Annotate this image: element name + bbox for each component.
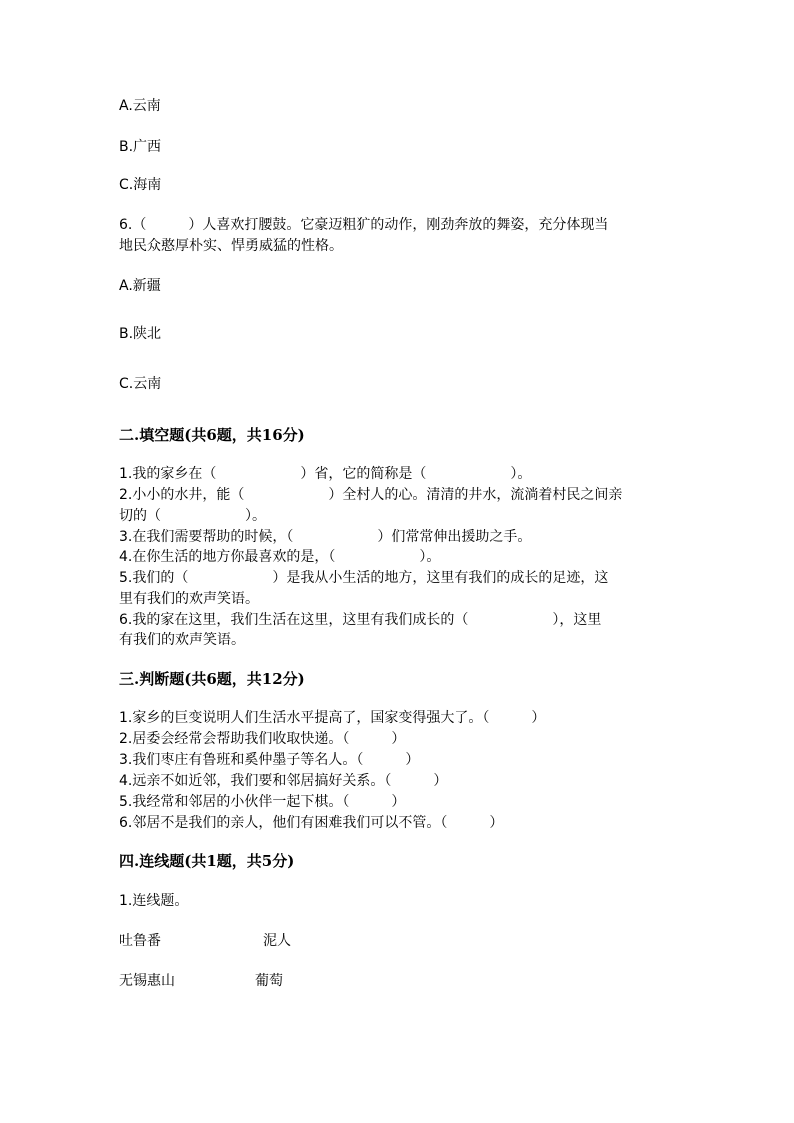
q5-option-c: C.海南 (119, 177, 162, 193)
q6-text-line1: 6.（ ）人喜欢打腰鼓。它豪迈粗犷的动作，刚劲奔放的舞姿，充分体现当 (119, 217, 609, 233)
q5-option-a: A.云南 (119, 98, 161, 114)
fill-line-1: 1.我的家乡在（ ）省，它的简称是（ ）。 (119, 466, 532, 482)
match-question: 1.连线题。 (119, 893, 189, 909)
fill-line-6: 5.我们的（ ）是我从小生活的地方，这里有我们的成长的足迹，这 (119, 570, 609, 586)
q5-option-b: B.广西 (119, 139, 162, 155)
fill-line-9: 有我们的欢声笑语。 (119, 632, 245, 648)
q6-text-line2: 地民众憨厚朴实、悍勇威猛的性格。 (119, 238, 343, 254)
judge-line-4: 4.远亲不如近邻，我们要和邻居搞好关系。（ ） (119, 773, 448, 789)
match-left-item: 无锡惠山 (119, 973, 175, 989)
judge-line-5: 5.我经常和邻居的小伙伴一起下棋。（ ） (119, 794, 406, 810)
match-right-item: 葡萄 (255, 973, 283, 989)
q6-option-c: C.云南 (119, 376, 162, 392)
judge-line-3: 3.我们枣庄有鲁班和奚仲墨子等名人。（ ） (119, 752, 420, 768)
fill-line-3: 切的（ ）。 (119, 508, 266, 524)
match-left-item: 吐鲁番 (119, 933, 161, 949)
fill-line-8: 6.我的家在这里，我们生活在这里，这里有我们成长的（ ），这里 (119, 612, 602, 628)
match-right-item: 泥人 (263, 933, 291, 949)
fill-line-7: 里有我们的欢声笑语。 (119, 591, 259, 607)
section3-title: 三.判断题(共6题，共12分) (119, 670, 305, 688)
fill-line-2: 2.小小的水井，能（ ）全村人的心。清清的井水，流淌着村民之间亲 (119, 487, 623, 503)
section4-title: 四.连线题(共1题，共5分) (119, 852, 295, 870)
q6-option-a: A.新疆 (119, 278, 161, 294)
fill-line-4: 3.在我们需要帮助的时候，（ ）们常常伸出援助之手。 (119, 529, 532, 545)
judge-line-1: 1.家乡的巨变说明人们生活水平提高了，国家变得强大了。（ ） (119, 710, 546, 726)
section2-title: 二.填空题(共6题，共16分) (119, 426, 305, 444)
fill-line-5: 4.在你生活的地方你最喜欢的是，（ ）。 (119, 549, 441, 565)
judge-line-2: 2.居委会经常会帮助我们收取快递。（ ） (119, 731, 406, 747)
judge-line-6: 6.邻居不是我们的亲人，他们有困难我们可以不管。（ ） (119, 815, 504, 831)
q6-option-b: B.陕北 (119, 326, 162, 342)
